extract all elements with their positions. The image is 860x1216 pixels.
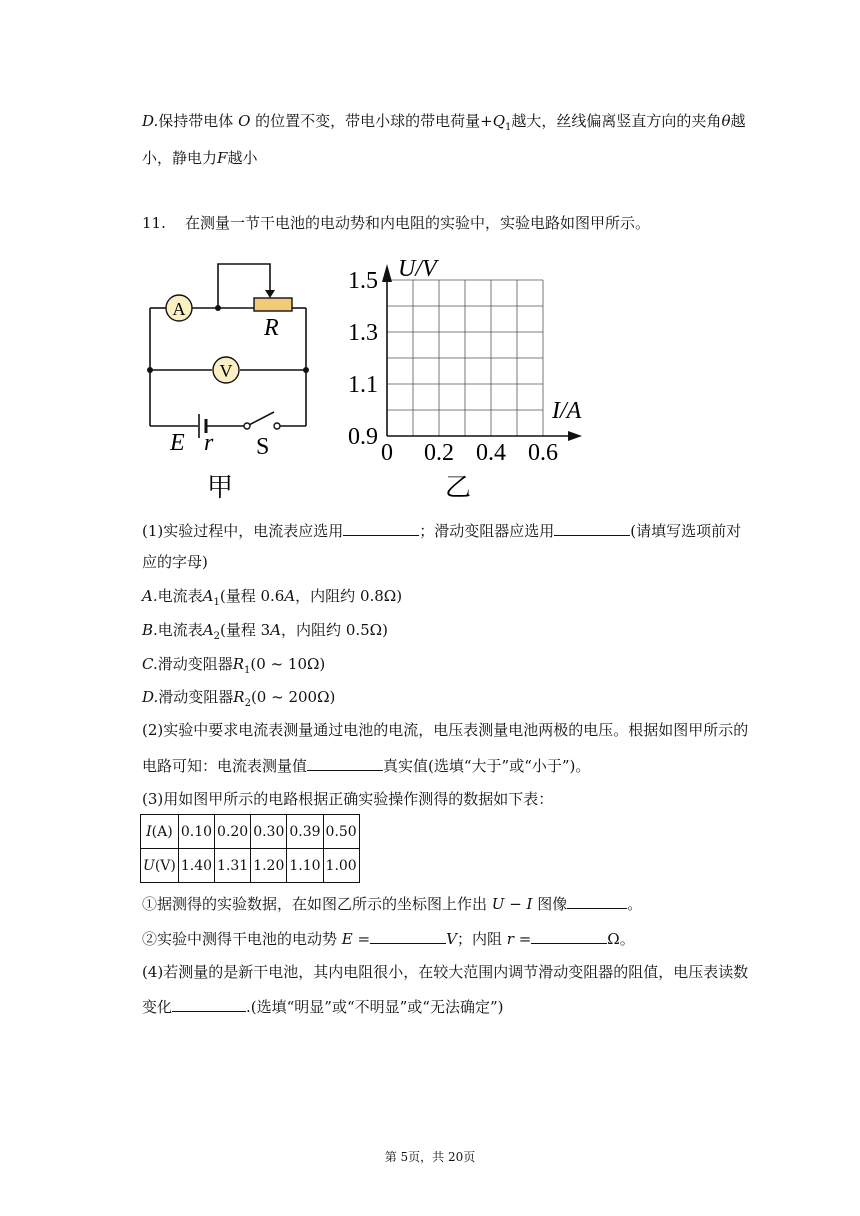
q11-part2-line2: 电路可知：电流表测量值 真实值(选填“大于”或“小于”)。 [142,757,591,775]
q11-part3-item1: ①据测得的实验数据，在如图乙所示的坐标图上作出 U − I 图像 。 [142,895,643,913]
table-cell: 0.30 [251,815,287,849]
option-b: B.电流表$A_2$(量程 3A，内阻约 0.5Ω) [142,621,388,642]
table-cell: 1.20 [251,849,287,883]
rheostat-icon [254,298,292,311]
q11-part1-line2: 应的字母) [142,553,208,571]
junction-dot-icon [215,305,221,311]
slider-arrow-icon [265,290,275,298]
answer-blank-compare[interactable] [307,755,383,771]
y-tick-label: 1.5 [348,268,378,294]
table-header-current: I(A) [141,815,179,849]
figure-caption-yi: 乙 [444,473,472,502]
q11-part4-line1: (4)若测量的是新干电池，其内电阻很小，在较大范围内调节滑动变阻器的阻值，电压表读数 [142,963,749,981]
y-tick-label: 1.1 [348,372,378,398]
table-row-voltage [141,849,360,883]
answer-blank-resistance[interactable] [531,928,607,944]
page-footer: 第 5页，共 20页 [384,1150,476,1164]
table-cell: 1.00 [323,849,359,883]
ammeter-label: A [172,299,186,319]
y-axis-label: U/V [398,256,437,282]
figure-caption-jia: 甲 [206,473,234,502]
q11-part3-intro: (3)用如图甲所示的电路根据正确实验操作测得的数据如下表： [142,790,554,808]
switch-label: S [256,434,270,460]
table-cell: 1.31 [215,849,251,883]
table-header-voltage: U(V) [141,849,179,883]
option-a: A.电流表$A_1$(量程 0.6A，内阻约 0.8Ω) [142,587,403,608]
answer-blank-change[interactable] [172,996,246,1012]
table-cell: 0.10 [178,815,214,849]
internal-resistance-label: r [204,430,214,456]
emf-label: E [170,430,185,456]
junction-dot-icon [303,367,309,373]
table-cell: 0.50 [323,815,359,849]
table-row-current [141,815,360,849]
switch-contact-icon [244,423,250,429]
question-number: 11. [142,214,166,232]
ui-graph-yi [334,246,604,502]
answer-blank-rheostat[interactable] [554,520,630,536]
voltmeter-label: V [219,361,233,381]
table-cell: 0.39 [287,815,323,849]
q11-part1-line1: (1)实验过程中，电流表应选用 ；滑动变阻器应选用 (请填写选项前对 [142,522,742,540]
rheostat-label: R [264,315,279,341]
x-axis-label: I/A [552,398,582,424]
table-cell: 1.40 [178,849,214,883]
q10-option-d-line2: 小，静电力F越小 [142,149,258,167]
option-d: D.滑动变阻器$R_2(0$ ~ 200Ω) [142,688,336,709]
x-tick-label: 0 [381,440,393,466]
q11-part2-line1: (2)实验中要求电流表测量通过电池的电流，电压表测量电池两极的电压。根据如图甲所示的 [142,721,749,739]
option-c: C.滑动变阻器$R_1(0$ ~ 10Ω) [142,655,326,676]
x-tick-label: 0.2 [424,440,454,466]
switch-contact-icon [274,423,280,429]
y-tick-label: 0.9 [348,424,378,450]
x-tick-label: 0.4 [476,440,506,466]
x-tick-label: 0.6 [528,440,558,466]
answer-blank-emf[interactable] [370,928,446,944]
y-axis-arrow-icon [382,264,392,282]
circuit-diagram-jia [140,252,330,502]
answer-blank-ammeter[interactable] [343,520,419,536]
q10-option-d-line1: D.保持带电体 O 的位置不变，带电小球的带电荷量$+Q_1$越大，丝线偏离竖直方向的夹角θ越 [142,112,746,133]
q11-part4-line2: 变化 .(选填“明显”或“不明显”或“无法确定”) [142,998,504,1016]
table-cell: 1.10 [287,849,323,883]
q11-stem: 11. 在测量一节干电池的电动势和内电阻的实验中，实验电路如图甲所示。 [142,214,650,232]
y-tick-label: 1.3 [348,320,378,346]
answer-blank-graph[interactable] [567,893,627,909]
junction-dot-icon [147,367,153,373]
q11-part3-item2: ②实验中测得干电池的电动势 E = V；内阻 r = Ω。 [142,930,635,948]
table-cell: 0.20 [215,815,251,849]
data-table [140,814,360,883]
x-axis-arrow-icon [568,431,582,441]
